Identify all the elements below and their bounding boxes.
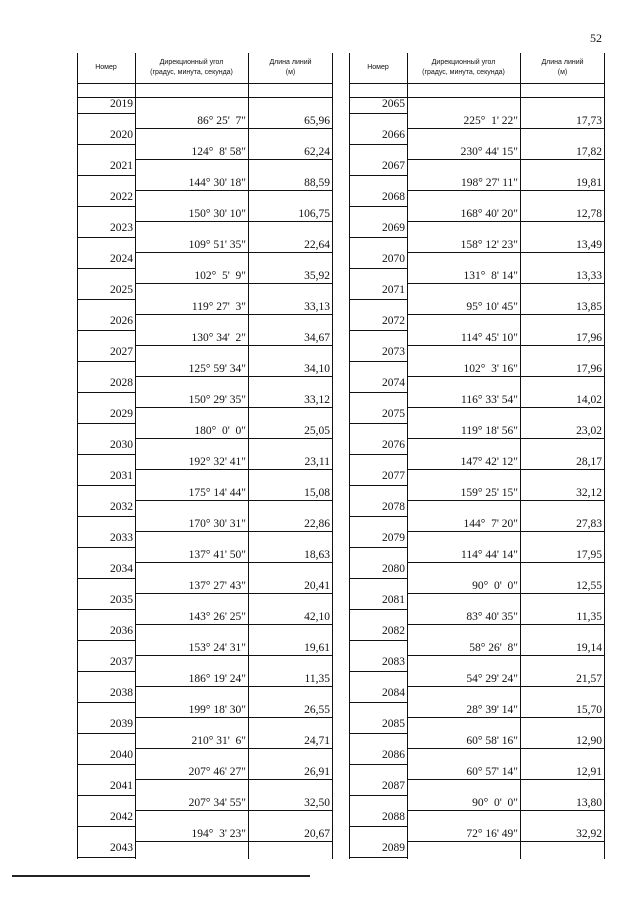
point-number: 2041 <box>110 780 133 792</box>
header-angle-line2: (градус, минута, секунда) <box>150 69 233 76</box>
row-rule <box>407 531 605 532</box>
row-rule <box>349 175 407 176</box>
row-rule <box>349 609 407 610</box>
line-length: 24,71 <box>304 734 330 747</box>
row-rule <box>135 190 333 191</box>
row-rule <box>407 221 605 222</box>
point-number: 2024 <box>110 253 133 265</box>
line-length: 34,67 <box>304 331 330 344</box>
point-number: 2086 <box>382 749 405 761</box>
line-length: 13,85 <box>576 300 602 313</box>
row-rule <box>407 655 605 656</box>
row-rule <box>135 624 333 625</box>
row-rule <box>407 190 605 191</box>
point-number: 2034 <box>110 563 133 575</box>
line-length: 17,73 <box>576 114 602 127</box>
row-rule <box>77 640 135 641</box>
line-length: 27,83 <box>576 517 602 530</box>
row-rule <box>407 624 605 625</box>
header-angle <box>407 53 520 83</box>
row-rule <box>349 392 407 393</box>
line-length: 11,35 <box>576 610 602 623</box>
point-number: 2082 <box>382 625 405 637</box>
row-rule <box>135 376 333 377</box>
point-number: 2088 <box>382 811 405 823</box>
row-rule <box>77 547 135 548</box>
direction-angle: 207° 46' 27" <box>188 765 246 778</box>
point-number: 2078 <box>382 501 405 513</box>
row-rule <box>407 562 605 563</box>
line-length: 32,92 <box>576 827 602 840</box>
row-rule <box>349 144 407 145</box>
direction-angle: 225° 1' 22" <box>463 114 518 127</box>
row-rule <box>135 221 333 222</box>
row-rule <box>407 686 605 687</box>
row-rule <box>349 764 407 765</box>
line-length: 26,55 <box>304 703 330 716</box>
row-rule <box>407 779 605 780</box>
row-rule <box>349 733 407 734</box>
row-rule <box>77 237 135 238</box>
row-rule <box>349 826 407 827</box>
row-rule <box>349 578 407 579</box>
point-number: 2072 <box>382 315 405 327</box>
point-number: 2065 <box>382 98 405 110</box>
line-length: 13,49 <box>576 238 602 251</box>
row-rule <box>407 407 605 408</box>
direction-angle: 175° 14' 44" <box>188 486 246 499</box>
row-rule <box>135 562 333 563</box>
point-number: 2032 <box>110 501 133 513</box>
row-rule <box>407 314 605 315</box>
row-rule <box>407 345 605 346</box>
direction-angle: 144° 7' 20" <box>463 517 518 530</box>
direction-angle: 143° 26' 25" <box>188 610 246 623</box>
direction-angle: 95° 10' 45" <box>466 300 518 313</box>
header-rule <box>77 83 333 84</box>
row-rule <box>135 469 333 470</box>
header-length <box>520 53 605 83</box>
direction-angle: 119° 27' 3" <box>191 300 246 313</box>
line-length: 32,12 <box>576 486 602 499</box>
line-length: 19,61 <box>304 641 330 654</box>
row-rule <box>349 795 407 796</box>
header-number-text: Номер <box>367 64 389 71</box>
row-rule <box>135 159 333 160</box>
direction-angle: 109° 51' 35" <box>188 238 246 251</box>
line-length: 65,96 <box>304 114 330 127</box>
line-length: 14,02 <box>576 393 602 406</box>
line-length: 15,08 <box>304 486 330 499</box>
row-rule <box>77 826 135 827</box>
row-rule <box>135 128 333 129</box>
row-rule <box>77 609 135 610</box>
direction-angle: 199° 18' 30" <box>188 703 246 716</box>
row-rule <box>77 671 135 672</box>
point-number: 2074 <box>382 377 405 389</box>
direction-angle: 153° 24' 31" <box>188 641 246 654</box>
survey-table-left <box>77 53 333 859</box>
line-length: 19,81 <box>576 176 602 189</box>
row-rule <box>77 423 135 424</box>
line-length: 33,12 <box>304 393 330 406</box>
direction-angle: 83° 40' 35" <box>466 610 518 623</box>
row-rule <box>135 810 333 811</box>
line-length: 26,91 <box>304 765 330 778</box>
point-number: 2070 <box>382 253 405 265</box>
row-rule <box>77 702 135 703</box>
row-rule <box>77 516 135 517</box>
header-angle <box>135 53 248 83</box>
point-number: 2085 <box>382 718 405 730</box>
point-number: 2040 <box>110 749 133 761</box>
point-number: 2075 <box>382 408 405 420</box>
line-length: 42,10 <box>304 610 330 623</box>
row-rule <box>77 733 135 734</box>
row-rule <box>135 345 333 346</box>
line-length: 17,96 <box>576 331 602 344</box>
direction-angle: 125° 59' 34" <box>188 362 246 375</box>
survey-table-right <box>349 53 605 859</box>
point-number: 2036 <box>110 625 133 637</box>
row-rule <box>349 113 407 114</box>
line-length: 19,14 <box>576 641 602 654</box>
row-rule <box>135 252 333 253</box>
point-number: 2077 <box>382 470 405 482</box>
line-length: 20,41 <box>304 579 330 592</box>
row-rule <box>135 314 333 315</box>
row-rule <box>349 330 407 331</box>
point-number: 2021 <box>110 160 133 172</box>
row-rule <box>77 361 135 362</box>
row-rule <box>77 578 135 579</box>
point-number: 2073 <box>382 346 405 358</box>
point-number: 2033 <box>110 532 133 544</box>
direction-angle: 86° 25' 7" <box>197 114 246 127</box>
direction-angle: 60° 57' 14" <box>466 765 518 778</box>
row-rule <box>349 671 407 672</box>
row-rule <box>77 795 135 796</box>
header-number-text: Номер <box>95 64 117 71</box>
row-rule <box>407 159 605 160</box>
row-rule <box>135 283 333 284</box>
row-rule <box>77 299 135 300</box>
row-rule <box>77 144 135 145</box>
direction-angle: 72° 16' 49" <box>466 827 518 840</box>
row-rule <box>407 283 605 284</box>
direction-angle: 102° 5' 9" <box>194 269 246 282</box>
row-rule <box>77 206 135 207</box>
row-rule <box>135 500 333 501</box>
row-rule <box>77 330 135 331</box>
row-rule <box>349 547 407 548</box>
direction-angle: 186° 19' 24" <box>188 672 246 685</box>
direction-angle: 54° 29' 24" <box>466 672 518 685</box>
row-rule <box>135 748 333 749</box>
point-number: 2084 <box>382 687 405 699</box>
point-number: 2087 <box>382 780 405 792</box>
direction-angle: 58° 26' 8" <box>469 641 518 654</box>
row-rule <box>77 454 135 455</box>
line-length: 11,35 <box>304 672 330 685</box>
header-number <box>77 53 135 83</box>
point-number: 2022 <box>110 191 133 203</box>
row-rule <box>135 593 333 594</box>
point-number: 2068 <box>382 191 405 203</box>
point-number: 2089 <box>382 842 405 854</box>
row-rule <box>135 841 333 842</box>
line-length: 21,57 <box>576 672 602 685</box>
point-number: 2042 <box>110 811 133 823</box>
row-rule <box>135 655 333 656</box>
header-length <box>248 53 333 83</box>
header-angle-line1: Дирекционный угол <box>431 59 496 66</box>
direction-angle: 60° 58' 16" <box>466 734 518 747</box>
line-length: 22,86 <box>304 517 330 530</box>
row-rule <box>77 268 135 269</box>
row-rule <box>349 857 407 858</box>
point-number: 2079 <box>382 532 405 544</box>
direction-angle: 116° 33' 54" <box>461 393 518 406</box>
point-number: 2037 <box>110 656 133 668</box>
header-length-line2: (м) <box>557 69 568 76</box>
row-rule <box>135 686 333 687</box>
row-rule <box>135 407 333 408</box>
line-length: 88,59 <box>304 176 330 189</box>
row-rule <box>407 500 605 501</box>
point-number: 2019 <box>110 98 133 110</box>
line-length: 17,96 <box>576 362 602 375</box>
header-angle-line2: (градус, минута, секунда) <box>422 69 505 76</box>
row-rule <box>135 531 333 532</box>
point-number: 2083 <box>382 656 405 668</box>
direction-angle: 194° 3' 23" <box>191 827 246 840</box>
row-rule <box>77 392 135 393</box>
row-rule <box>349 268 407 269</box>
line-length: 23,02 <box>576 424 602 437</box>
header-rule <box>349 83 605 84</box>
point-number: 2069 <box>382 222 405 234</box>
point-number: 2025 <box>110 284 133 296</box>
direction-angle: 198° 27' 11" <box>461 176 518 189</box>
point-number: 2038 <box>110 687 133 699</box>
line-length: 12,78 <box>576 207 602 220</box>
line-length: 33,13 <box>304 300 330 313</box>
line-length: 35,92 <box>304 269 330 282</box>
direction-angle: 114° 44' 14" <box>461 548 518 561</box>
page-number: 52 <box>590 31 602 45</box>
point-number: 2066 <box>382 129 405 141</box>
row-rule <box>407 438 605 439</box>
direction-angle: 102° 3' 16" <box>463 362 518 375</box>
row-rule <box>77 113 135 114</box>
line-length: 28,17 <box>576 455 602 468</box>
row-rule <box>349 702 407 703</box>
line-length: 22,64 <box>304 238 330 251</box>
point-number: 2026 <box>110 315 133 327</box>
row-rule <box>407 717 605 718</box>
point-number: 2043 <box>110 842 133 854</box>
line-length: 15,70 <box>576 703 602 716</box>
direction-angle: 119° 18' 56" <box>461 424 518 437</box>
header-length-line2: (м) <box>285 69 296 76</box>
row-rule <box>349 485 407 486</box>
row-rule <box>407 593 605 594</box>
line-length: 12,55 <box>576 579 602 592</box>
header-length-line1: Длина линий <box>269 59 312 66</box>
header-number <box>349 53 407 83</box>
direction-angle: 180° 0' 0" <box>194 424 246 437</box>
direction-angle: 170° 30' 31" <box>188 517 246 530</box>
row-rule <box>407 252 605 253</box>
direction-angle: 144° 30' 18" <box>188 176 246 189</box>
line-length: 18,63 <box>304 548 330 561</box>
line-length: 106,75 <box>298 207 330 220</box>
line-length: 25,05 <box>304 424 330 437</box>
row-rule <box>349 237 407 238</box>
row-rule <box>349 206 407 207</box>
row-rule <box>407 810 605 811</box>
point-number: 2081 <box>382 594 405 606</box>
point-number: 2076 <box>382 439 405 451</box>
point-number: 2031 <box>110 470 133 482</box>
direction-angle: 124° 8' 58" <box>191 145 246 158</box>
line-length: 32,50 <box>304 796 330 809</box>
point-number: 2023 <box>110 222 133 234</box>
line-length: 20,67 <box>304 827 330 840</box>
line-length: 17,95 <box>576 548 602 561</box>
point-number: 2080 <box>382 563 405 575</box>
direction-angle: 230° 44' 15" <box>460 145 518 158</box>
row-rule <box>77 764 135 765</box>
row-rule <box>135 717 333 718</box>
direction-angle: 150° 29' 35" <box>188 393 246 406</box>
direction-angle: 114° 45' 10" <box>461 331 518 344</box>
point-number: 2029 <box>110 408 133 420</box>
direction-angle: 147° 42' 12" <box>460 455 518 468</box>
point-number: 2027 <box>110 346 133 358</box>
row-rule <box>77 175 135 176</box>
line-length: 23,11 <box>304 455 330 468</box>
row-rule <box>349 640 407 641</box>
row-rule <box>407 469 605 470</box>
direction-angle: 210° 31' 6" <box>191 734 246 747</box>
line-length: 13,80 <box>576 796 602 809</box>
point-number: 2039 <box>110 718 133 730</box>
direction-angle: 28° 39' 14" <box>466 703 518 716</box>
direction-angle: 90° 0' 0" <box>472 796 518 809</box>
row-rule <box>407 841 605 842</box>
direction-angle: 130° 34' 2" <box>191 331 246 344</box>
direction-angle: 159° 25' 15" <box>460 486 518 499</box>
point-number: 2028 <box>110 377 133 389</box>
row-rule <box>77 485 135 486</box>
row-rule <box>349 299 407 300</box>
row-rule <box>349 423 407 424</box>
direction-angle: 192° 32' 41" <box>188 455 246 468</box>
direction-angle: 207° 34' 55" <box>188 796 246 809</box>
line-length: 13,33 <box>576 269 602 282</box>
line-length: 12,91 <box>576 765 602 778</box>
bottom-rule <box>12 875 310 877</box>
line-length: 17,82 <box>576 145 602 158</box>
header-angle-line1: Дирекционный угол <box>159 59 224 66</box>
direction-angle: 168° 40' 20" <box>460 207 518 220</box>
header-length-line1: Длина линий <box>541 59 584 66</box>
row-rule <box>407 376 605 377</box>
row-rule <box>349 516 407 517</box>
direction-angle: 131° 8' 14" <box>463 269 518 282</box>
point-number: 2030 <box>110 439 133 451</box>
row-rule <box>135 438 333 439</box>
direction-angle: 137° 27' 43" <box>188 579 246 592</box>
row-rule <box>77 857 135 858</box>
line-length: 34,10 <box>304 362 330 375</box>
row-rule <box>407 748 605 749</box>
row-rule <box>407 128 605 129</box>
point-number: 2071 <box>382 284 405 296</box>
row-rule <box>349 454 407 455</box>
direction-angle: 90° 0' 0" <box>472 579 518 592</box>
line-length: 62,24 <box>304 145 330 158</box>
direction-angle: 150° 30' 10" <box>188 207 246 220</box>
line-length: 12,90 <box>576 734 602 747</box>
direction-angle: 158° 12' 23" <box>460 238 518 251</box>
direction-angle: 137° 41' 50" <box>188 548 246 561</box>
point-number: 2067 <box>382 160 405 172</box>
row-rule <box>135 779 333 780</box>
point-number: 2035 <box>110 594 133 606</box>
point-number: 2020 <box>110 129 133 141</box>
row-rule <box>349 361 407 362</box>
